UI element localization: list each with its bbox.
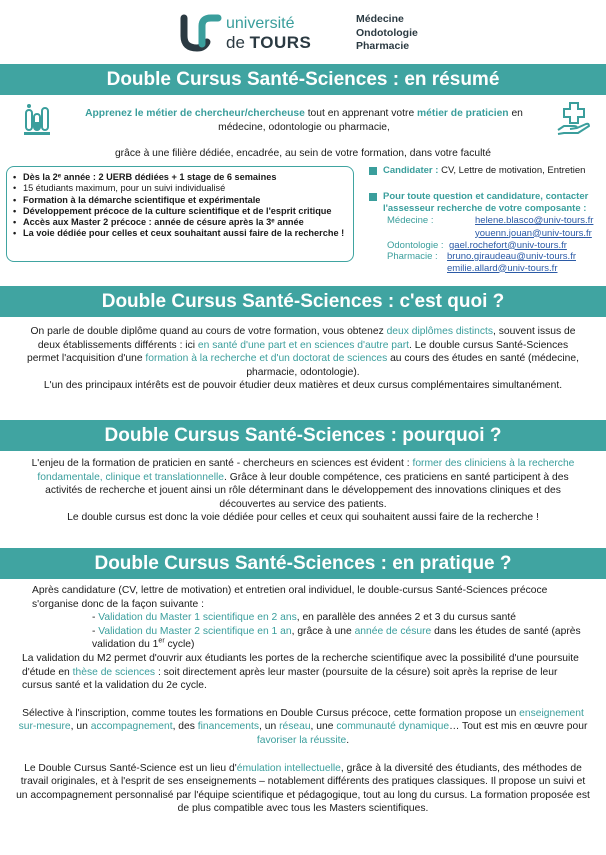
contact-label-pharmacie: Pharmacie : — [387, 251, 438, 262]
practice-emulation-paragraph: Le Double Cursus Santé-Science est un lieu d'émulation intellectuelle, grâce à la diversité des étudiants, des méthodes de travail originales, et à l'esprit de ses enseignements – notablement différents des pratiques classiques. Il propose un suivi et un accompagnement personnalisé par l'équipe scientifique et pédagogique, tout au long du cursus. La formation proposée est de plus compatible avec tous les Masters scientifiques. — [16, 762, 590, 815]
intro-practitioner: métier de praticien — [417, 108, 509, 119]
candidature-label: Candidater : — [383, 165, 439, 176]
university-logo-mark — [180, 14, 222, 52]
contacts-list — [387, 215, 605, 274]
logo-text-de: de — [226, 33, 245, 52]
section-title-resume: Double Cursus Santé-Sciences : en résumé — [0, 64, 606, 95]
section-title-practice: Double Cursus Santé-Sciences : en pratique ? — [0, 548, 606, 579]
contact-label-medecine: Médecine : — [387, 215, 434, 226]
section-title-what: Double Cursus Santé-Sciences : c'est quoi ? — [0, 286, 606, 317]
practice-m2-paragraph: La validation du M2 permet d'ouvrir aux étudiants les portes de la recherche scientifique avec la possibilité d'une poursuite d'étude en thèse de sciences : soit directement après leur master (poursuite de la césure) soit après la reprise de leur cursus santé et la validation du 2e cycle. — [22, 652, 579, 692]
faculty-odontologie: Ondotologie — [356, 26, 418, 39]
faculty-medecine: Médecine — [356, 13, 404, 25]
bullet-item: • Formation à la démarche scientifique et expérimentale — [21, 195, 347, 206]
email-link[interactable]: youenn.jouan@univ-tours.fr — [475, 227, 592, 239]
summary-bullet-list — [13, 172, 347, 240]
faculty-list — [356, 13, 418, 54]
candidature-text: CV, Lettre de motivation, Entretien — [438, 165, 586, 176]
bullet-item: • 15 étudiants maximum, pour un suivi individualisé — [21, 183, 347, 194]
logo-text-universite: université — [226, 15, 295, 32]
bullet-item: • Dès la 2ᵉ année : 2 UERB dédiées + 1 stage de 6 semaines — [21, 172, 347, 183]
what-body — [22, 325, 584, 393]
intro-researcher: Apprenez le métier de chercheur/chercheuse — [85, 108, 305, 119]
email-link[interactable]: gael.rochefort@univ-tours.fr — [449, 239, 567, 251]
logo-text-tours: TOURS — [249, 33, 312, 52]
intro-line2: grâce à une filière dédiée, encadrée, au sein de votre formation, dans votre faculté — [114, 148, 492, 159]
email-link[interactable]: bruno.giraudeau@univ-tours.fr — [447, 251, 576, 262]
intro-text-end: en médecine, odontologie ou pharmacie, — [218, 108, 523, 133]
square-bullet-icon — [369, 193, 377, 201]
practice-selective-paragraph: Sélective à l'inscription, comme toutes les formations en Double Cursus précoce, cette formation propose un enseignement sur-mesure, un accompagnement, des financements, un réseau, une communauté dynamique… Tout est mis en œuvre pour favoriser la réussite. — [18, 707, 588, 746]
why-body — [22, 457, 584, 525]
bullet-item: • Développement précoce de la culture scientifique et de l'esprit critique — [21, 206, 347, 217]
question-line1: Pour toute question et candidature, contacter — [383, 191, 589, 202]
bullet-item: • Accès aux Master 2 précoce : année de césure après la 3ᵉ année — [21, 217, 347, 228]
summary-intro-line2 — [0, 147, 606, 161]
bullet-item: • La voie dédiée pour celles et ceux souhaitant aussi faire de la recherche ! — [21, 228, 347, 239]
hand-medical-cross-icon — [556, 100, 592, 136]
summary-bullet-box — [6, 166, 354, 262]
email-link[interactable]: helene.blasco@univ-tours.fr — [475, 215, 594, 226]
university-logo[interactable] — [180, 10, 330, 54]
section-title-why: Double Cursus Santé-Sciences : pourquoi ? — [0, 420, 606, 451]
practice-item-1: - Validation du Master 1 scientifique en 2 ans, en parallèle des années 2 et 3 du cursus santé — [92, 612, 516, 624]
why-paragraph-1: L'enjeu de la formation de praticien en santé - chercheurs en sciences est évident : former des cliniciens à la recherche fondamentale, clinique et translationnelle. Grâce à leur double compétence, ces praticiens en santé participent à des activités de recherche et jouent ainsi un rôle déterminant dans le développement des innovations cliniques et des découvertes au service des patients. — [31, 458, 575, 510]
page-header — [0, 0, 606, 60]
logo-text-de-tours — [226, 34, 311, 52]
square-bullet-icon — [369, 167, 377, 175]
contact-label-odontologie: Odontologie : — [387, 239, 444, 251]
intro-text: tout en apprenant votre — [304, 108, 418, 119]
question-line2: l'assesseur recherche de votre composante : — [383, 202, 587, 214]
why-paragraph-2: Le double cursus est donc la voie dédiée pour celles et ceux qui souhaitent aussi faire de la recherche ! — [67, 512, 539, 524]
practice-item-2: - Validation du Master 2 scientifique en 1 an, grâce à une année de césure dans les études de santé (après validation du 1er cycle) — [92, 625, 581, 651]
question-text — [383, 191, 605, 214]
test-tubes-icon — [20, 102, 54, 136]
practice-intro: Après candidature (CV, lettre de motivation) et entretien oral individuel, le double-cursus Santé-Sciences précoce s'organise donc de la façon suivante : — [32, 585, 548, 610]
email-link[interactable]: emilie.allard@univ-tours.fr — [447, 262, 558, 274]
what-paragraph-2: L'un des principaux intérêts est de pouvoir étudier deux matières et deux cursus complémentaires simultanément. — [43, 380, 563, 392]
practice-body — [16, 584, 590, 816]
candidature-line — [383, 165, 603, 177]
faculty-pharmacie: Pharmacie — [356, 40, 410, 52]
summary-intro — [62, 107, 546, 134]
what-paragraph-1: On parle de double diplôme quand au cours de votre formation, vous obtenez deux diplômes distincts, souvent issus de deux établissements différents : ici en santé d'une part et en sciences d'autre part. Le double cursus Santé-Sciences permet l'acquisition d'une formation à la recherche et d'un doctorat de sciences au cours des études en santé (médecine, pharmacie, odontologie). — [27, 326, 579, 378]
